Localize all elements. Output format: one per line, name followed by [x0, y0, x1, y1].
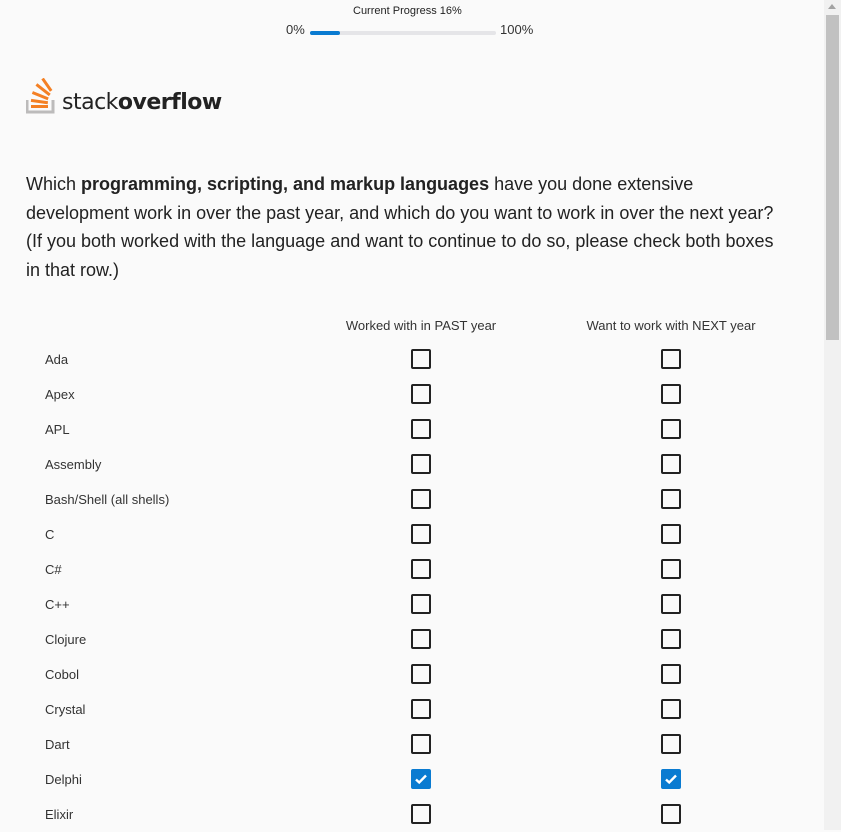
progress-max-label: 100%: [500, 22, 534, 37]
next-year-checkbox[interactable]: [661, 664, 681, 684]
past-year-checkbox[interactable]: [411, 629, 431, 649]
next-year-checkbox[interactable]: [661, 419, 681, 439]
next-year-checkbox[interactable]: [661, 559, 681, 579]
table-row: [0, 447, 824, 482]
progress-bar: [310, 31, 496, 35]
language-label: Apex: [45, 387, 75, 402]
scrollbar[interactable]: [824, 0, 841, 830]
past-year-checkbox[interactable]: [411, 559, 431, 579]
table-row: [0, 657, 824, 692]
progress-title: Current Progress 16%: [353, 5, 462, 17]
past-year-checkbox[interactable]: [411, 769, 431, 789]
language-label: Dart: [45, 737, 70, 752]
language-label: C#: [45, 562, 62, 577]
language-label: C++: [45, 597, 70, 612]
column-header-past: Worked with in PAST year: [345, 318, 497, 333]
language-label: Delphi: [45, 772, 82, 787]
language-label: Ada: [45, 352, 69, 367]
column-header-next: Want to work with NEXT year: [586, 318, 756, 333]
past-year-checkbox[interactable]: [411, 594, 431, 614]
past-year-checkbox[interactable]: [411, 699, 431, 719]
language-label: Crystal: [45, 702, 86, 717]
stackoverflow-logo[interactable]: [26, 78, 222, 114]
past-year-checkbox[interactable]: [411, 489, 431, 509]
table-row: [0, 342, 824, 377]
language-label: Assembly: [45, 457, 102, 472]
next-year-checkbox[interactable]: [661, 384, 681, 404]
next-year-checkbox[interactable]: [661, 804, 681, 824]
scrollbar-thumb[interactable]: [826, 15, 839, 340]
table-row: [0, 727, 824, 762]
next-year-checkbox[interactable]: [661, 769, 681, 789]
past-year-checkbox[interactable]: [411, 524, 431, 544]
past-year-checkbox[interactable]: [411, 664, 431, 684]
past-year-checkbox[interactable]: [411, 734, 431, 754]
progress-bar-fill: [310, 31, 340, 35]
language-label: Bash/Shell (all shells): [45, 492, 170, 507]
logo-text: stackoverflow: [62, 90, 222, 115]
table-row: [0, 762, 824, 797]
next-year-checkbox[interactable]: [661, 349, 681, 369]
checkmark-icon: [414, 772, 428, 786]
next-year-checkbox[interactable]: [661, 699, 681, 719]
next-year-checkbox[interactable]: [661, 524, 681, 544]
next-year-checkbox[interactable]: [661, 489, 681, 509]
past-year-checkbox[interactable]: [411, 804, 431, 824]
table-row: [0, 587, 824, 622]
checkmark-icon: [664, 772, 678, 786]
next-year-checkbox[interactable]: [661, 734, 681, 754]
scroll-up-arrow-icon[interactable]: [828, 4, 836, 9]
question-text: Which programming, scripting, and markup languages have you done extensive development work in over the past year, and which do you want to work in over the next year? (If you both worked with the language and want to continue to do so, please check both boxes in that row.): [26, 174, 774, 281]
table-row: [0, 797, 824, 832]
past-year-checkbox[interactable]: [411, 454, 431, 474]
past-year-checkbox[interactable]: [411, 349, 431, 369]
table-row: [0, 412, 824, 447]
language-label: Cobol: [45, 667, 79, 682]
next-year-checkbox[interactable]: [661, 454, 681, 474]
stackoverflow-logo-icon: [26, 78, 58, 114]
language-label: Clojure: [45, 632, 87, 647]
language-label: C: [45, 527, 55, 542]
next-year-checkbox[interactable]: [661, 594, 681, 614]
past-year-checkbox[interactable]: [411, 419, 431, 439]
language-label: Elixir: [45, 807, 74, 822]
table-row: [0, 552, 824, 587]
table-row: [0, 482, 824, 517]
progress-min-label: 0%: [286, 22, 305, 37]
next-year-checkbox[interactable]: [661, 629, 681, 649]
table-row: [0, 692, 824, 727]
past-year-checkbox[interactable]: [411, 384, 431, 404]
table-row: [0, 622, 824, 657]
table-row: [0, 517, 824, 552]
table-row: [0, 377, 824, 412]
language-label: APL: [45, 422, 70, 437]
